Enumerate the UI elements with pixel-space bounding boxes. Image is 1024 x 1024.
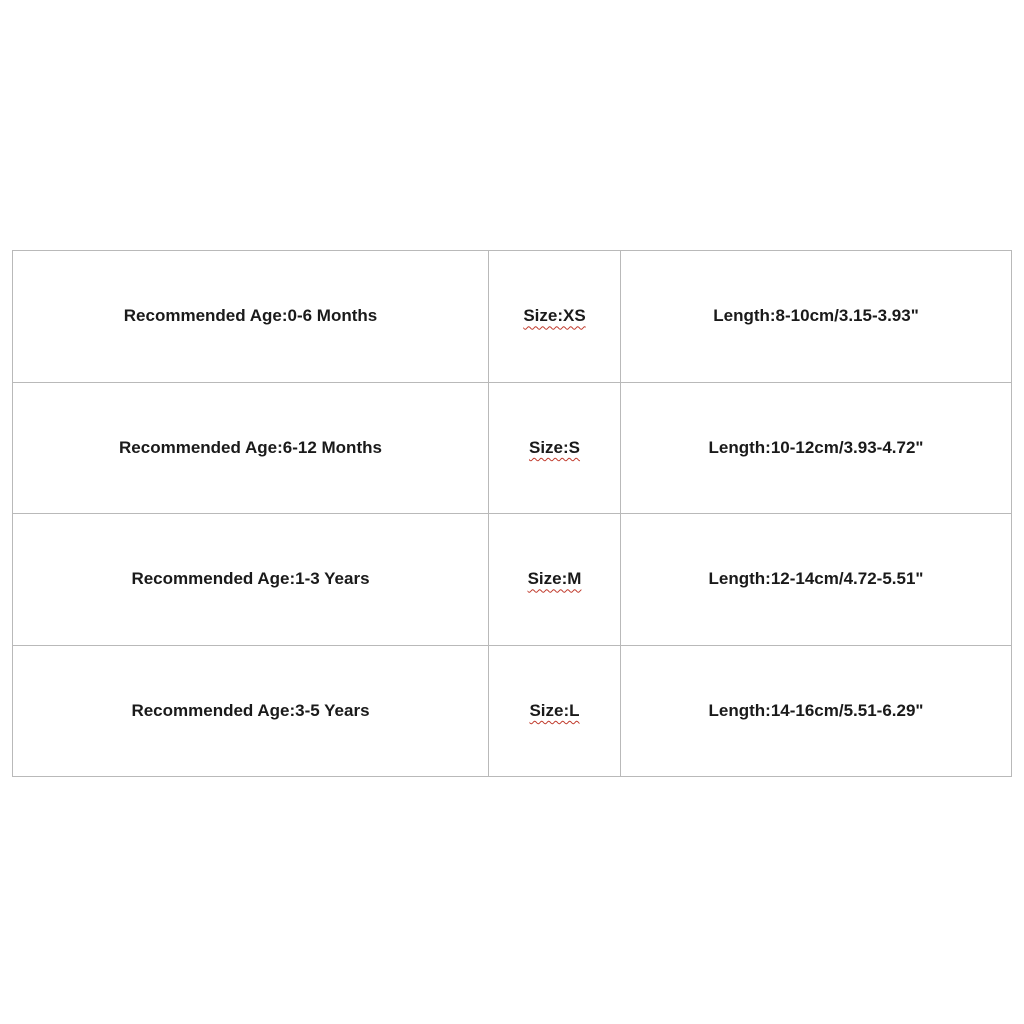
table-row (13, 251, 1012, 383)
size-label: Size:S (528, 437, 581, 457)
age-cell: Recommended Age:6-12 Months (13, 382, 489, 514)
length-cell: Length:10-12cm/3.93-4.72" (621, 382, 1012, 514)
age-cell: Recommended Age:0-6 Months (13, 251, 489, 383)
length-cell: Length:8-10cm/3.15-3.93" (621, 251, 1012, 383)
table-row (13, 645, 1012, 777)
size-cell (489, 251, 621, 383)
size-cell (489, 382, 621, 514)
size-label: Size:M (527, 569, 582, 589)
size-cell (489, 514, 621, 646)
size-chart-table (12, 250, 1012, 777)
age-cell: Recommended Age:1-3 Years (13, 514, 489, 646)
size-cell (489, 645, 621, 777)
age-cell: Recommended Age:3-5 Years (13, 645, 489, 777)
size-label: Size:L (529, 700, 580, 720)
table-row (13, 514, 1012, 646)
length-cell: Length:14-16cm/5.51-6.29" (621, 645, 1012, 777)
table-row (13, 382, 1012, 514)
length-cell: Length:12-14cm/4.72-5.51" (621, 514, 1012, 646)
size-label: Size:XS (523, 306, 586, 326)
